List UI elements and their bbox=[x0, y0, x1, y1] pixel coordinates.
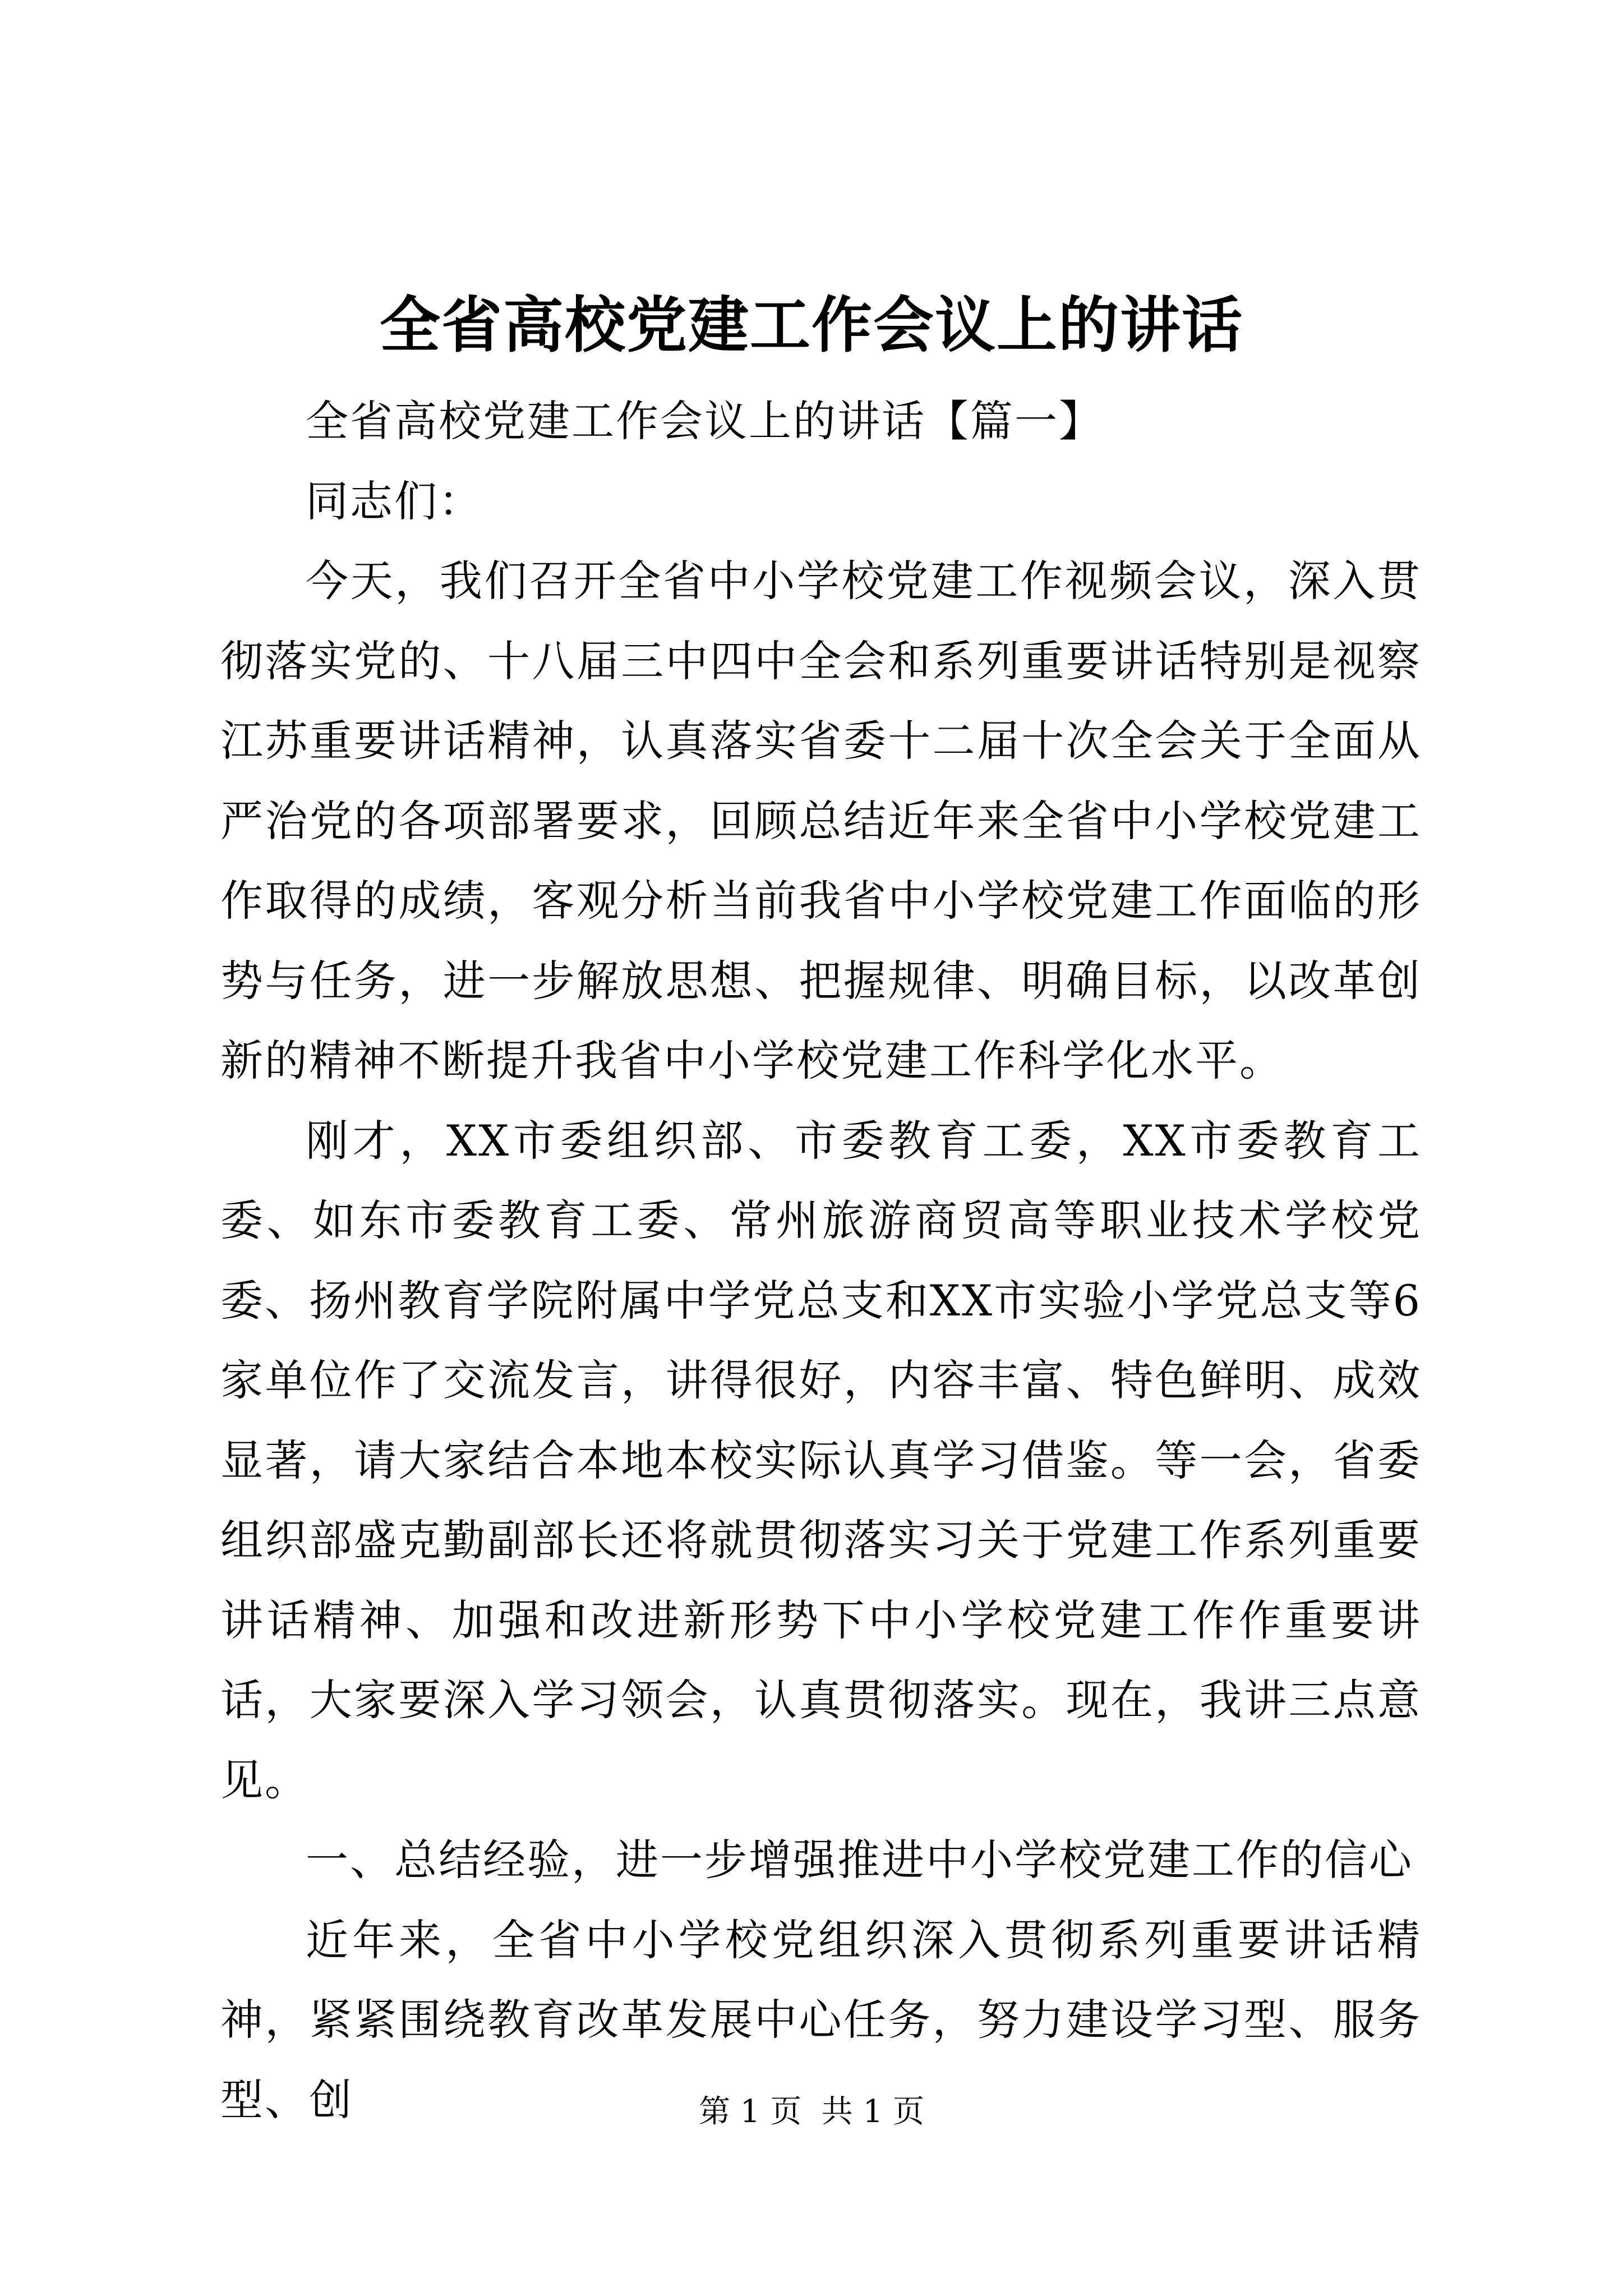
document-body bbox=[220, 381, 1422, 2140]
paragraph-salutation: 同志们： bbox=[306, 476, 483, 526]
paragraph-intro: 今天，我们召开全省中小学校党建工作视频会议，深入贯彻落实党的、十八届三中四中全会和系列重要讲话特别是视察江苏重要讲话精神，认真落实省委十二届十次全会关于全面从严治党的各项部署要求，回顾总结近年来全省中小学校党建工作取得的成绩，客观分析当前我省中小学校党建工作面临的形势与任务，进一步解放思想、把握规律、明确目标，以改革创新的精神不断提升我省中小学校党建工作科学化水平。 bbox=[220, 556, 1422, 1085]
paragraph-exchange: 刚才，XX市委组织部、市委教育工委，XX市委教育工委、如东市委教育工委、常州旅游商贸高等职业技术学校党委、扬州教育学院附属中学党总支和XX市实验小学党总支等6家单位作了交流发言，讲得很好，内容丰富、特色鲜明、成效显著，请大家结合本地本校实际认真学习借鉴。等一会，省委组织部盛克勤副部长还将就贯彻落实习关于党建工作系列重要讲话精神、加强和改进新形势下中小学校党建工作作重要讲话，大家要深入学习领会，认真贯彻落实。现在，我讲三点意见。 bbox=[220, 1115, 1422, 1805]
section-heading-1: 一、总结经验，进一步增强推进中小学校党建工作的信心 bbox=[306, 1835, 1413, 1885]
paragraph-subtitle: 全省高校党建工作会议上的讲话【篇一】 bbox=[306, 396, 1103, 446]
document-title: 全省高校党建工作会议上的讲话 bbox=[379, 290, 1243, 361]
paragraph-recent-years: 近年来，全省中小学校党组织深入贯彻系列重要讲话精神，紧紧围绕教育改革发展中心任务，努力建设学习型、服务型、创 bbox=[220, 1915, 1422, 2125]
page-footer: 第 1 页 共 1 页 bbox=[698, 2093, 925, 2130]
